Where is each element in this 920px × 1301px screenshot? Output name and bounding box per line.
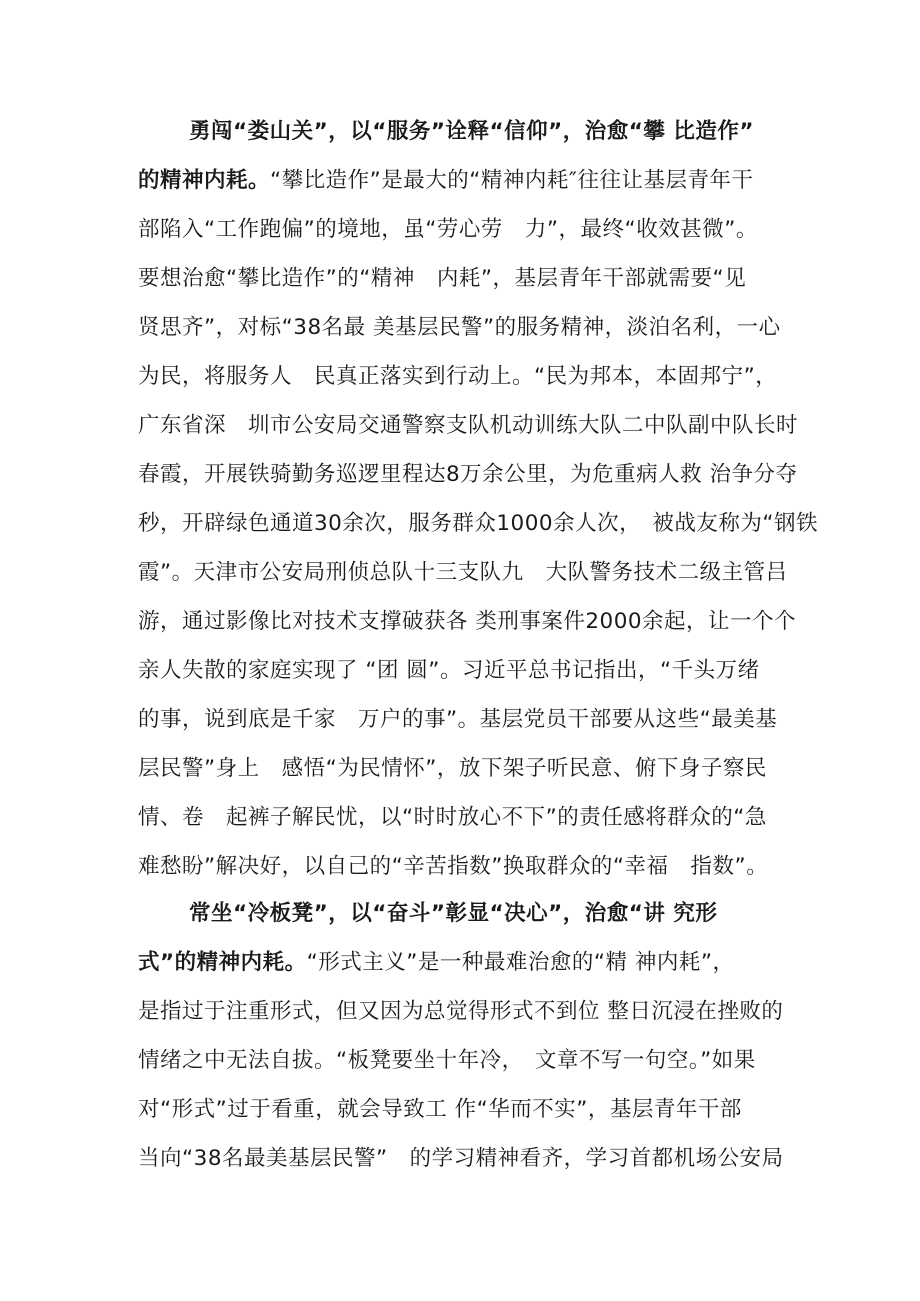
body-text: 对“形式”过于看重，就会导致工 作“华而不实”，基层青年干部 (138, 1097, 742, 1122)
paragraph-1-line-7 (138, 411, 798, 441)
bold-heading: 的精神内耗。 (138, 168, 271, 193)
paragraph-1-line-16 (138, 852, 798, 882)
bold-heading: 常坐“冷板凳”，以“奋斗”彰显“决心”，治愈“讲 究形 (189, 901, 718, 926)
paragraph-1-line-2 (138, 166, 798, 196)
paragraph-1-line-9 (138, 509, 818, 539)
body-text: 难愁盼”解决好，以自己的“辛苦指数”换取群众的“幸福 指数”。 (138, 854, 769, 879)
body-text: 的事，说到底是千家 万户的事”。基层党员干部要从这些“最美基 (138, 707, 778, 732)
body-text: 贤思齐”，对标“38名最 美基层民警”的服务精神，淡泊名利，一心 (138, 315, 781, 340)
body-text: 情、卷 起裤子解民忧，以“时时放心不下”的责任感将群众的“急 (138, 805, 767, 830)
paragraph-2-line-5 (138, 1095, 798, 1125)
body-text: 当向“38名最美基层民警” 的学习精神看齐，学习首都机场公安局 (138, 1146, 784, 1171)
paragraph-1-line-13 (138, 705, 798, 735)
paragraph-1-line-6 (138, 362, 798, 392)
paragraph-2-line-2 (138, 948, 798, 978)
body-text: 广东省深 圳市公安局交通警察支队机动训练大队二中队副中队长时 (138, 413, 799, 438)
paragraph-2-line-4 (138, 1046, 798, 1076)
bold-heading: 式”的精神内耗。 (138, 950, 307, 975)
paragraph-1-line-10 (138, 558, 798, 588)
body-text: 是指过于注重形式，但又因为总觉得形式不到位 整日沉浸在挫败的 (138, 999, 784, 1024)
paragraph-2-line-6 (138, 1144, 798, 1174)
body-text: 亲人失散的家庭实现了 “团 圆”。习近平总书记指出，“千头万绪 (138, 658, 760, 683)
body-text: “形式主义”是一种最难治愈的“精 神内耗”， (306, 950, 735, 975)
paragraph-1-line-8 (138, 460, 798, 490)
paragraph-1-line-1 (189, 117, 849, 147)
body-text: 春霞，开展铁骑勤务巡逻里程达8万余公里，为危重病人救 治争分夺 (138, 462, 798, 487)
paragraph-2-line-3 (138, 997, 798, 1027)
body-text: 霞”。天津市公安局刑侦总队十三支队九 大队警务技术二级主管吕 (138, 560, 788, 585)
body-text: 要想治愈“攀比造作”的“精神 内耗”，基层青年干部就需要“见 (138, 266, 747, 291)
body-text: 为民，将服务人 民真正落实到行动上。“民为邦本，本固邦宁”， (138, 364, 778, 389)
paragraph-1-line-5 (138, 313, 798, 343)
body-text: 秒，开辟绿色通道30余次，服务群众1000余人次， 被战友称为“钢铁 (138, 511, 818, 536)
body-text: 部陷入“工作跑偏”的境地，虽“劳心劳 力”，最终“收效甚微”。 (138, 217, 758, 242)
paragraph-1-line-15 (138, 803, 798, 833)
bold-heading: 勇闯“娄山关”，以“服务”诠释“信仰”，治愈“攀 比造作” (189, 119, 755, 144)
body-text: “攀比造作”是最大的“精神内耗″往往让基层青年干 (270, 168, 754, 193)
paragraph-1-line-4 (138, 264, 798, 294)
body-text: 层民警”身上 感悟“为民情怀”，放下架子听民意、俯下身子察民 (138, 756, 767, 781)
paragraph-2-line-1 (189, 899, 849, 929)
paragraph-1-line-3 (138, 215, 798, 245)
body-text: 游，通过影像比对技术支撑破获各 类刑事案件2000余起，让一个个 (138, 609, 797, 634)
paragraph-1-line-12 (138, 656, 798, 686)
paragraph-1-line-11 (138, 607, 798, 637)
body-text: 情绪之中无法自拔。“板凳要坐十年冷， 文章不写一句空。”如果 (138, 1048, 756, 1073)
paragraph-1-line-14 (138, 754, 798, 784)
